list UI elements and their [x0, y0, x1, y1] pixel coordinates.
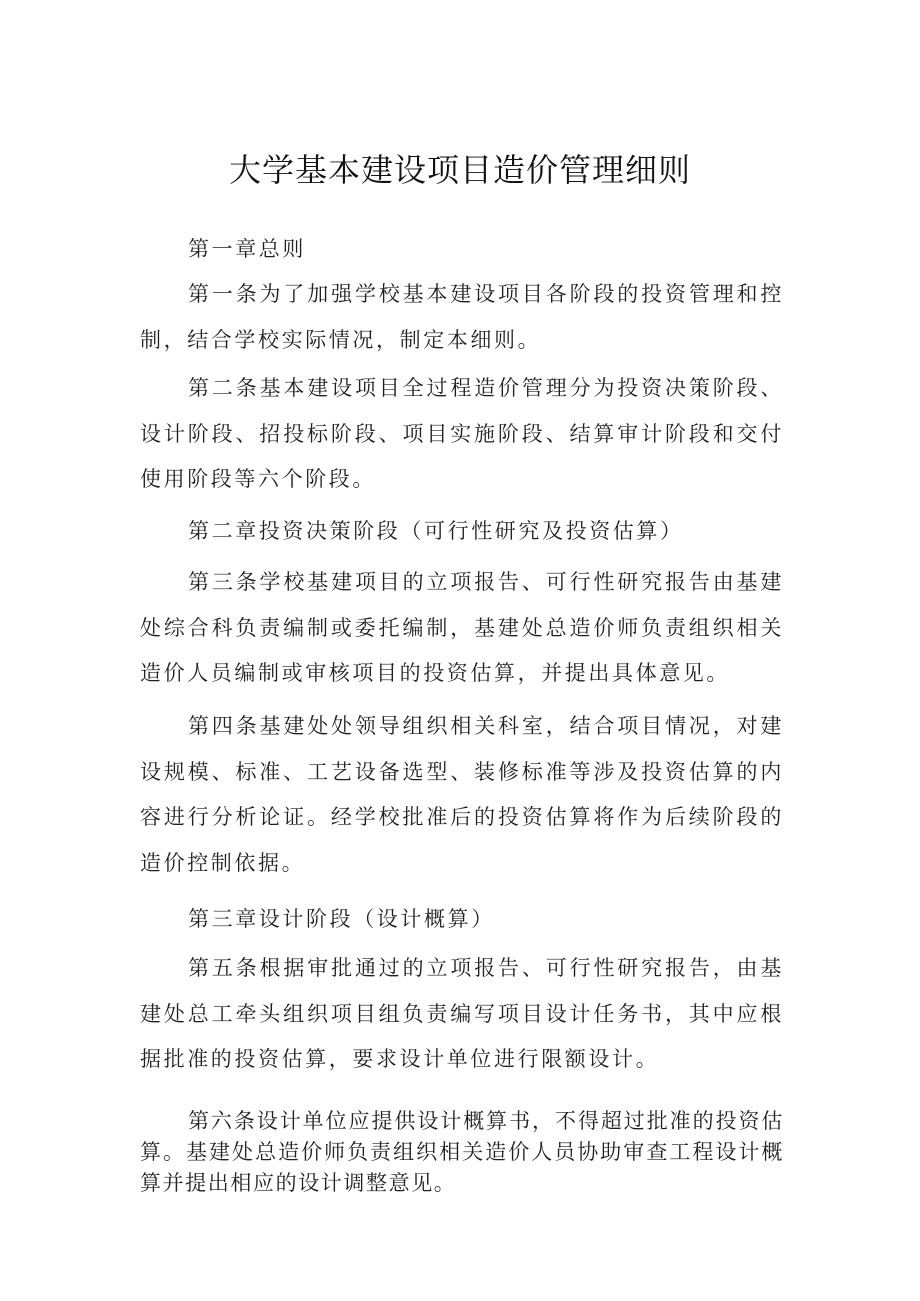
chapter-heading-1: 第一章总则: [188, 237, 306, 261]
article-paragraph-6: 第六条设计单位应提供设计概算书，不得超过批准的投资估算。基建处总造价师负责组织相关造价人员协助审查工程设计概算并提出相应的设计调整意见。: [140, 1109, 784, 1195]
article-paragraph-1: 第一条为了加强学校基本建设项目各阶段的投资管理和控制，结合学校实际情况，制定本细则。: [140, 282, 784, 352]
article-paragraph-2: 第二条基本建设项目全过程造价管理分为投资决策阶段、设计阶段、招投标阶段、项目实施阶段、结算审计阶段和交付使用阶段等六个阶段。: [140, 376, 784, 491]
article-paragraph-5: 第五条根据审批通过的立项报告、可行性研究报告，由基建处总工牵头组织项目组负责编写项目设计任务书，其中应根据批准的投资估算，要求设计单位进行限额设计。: [140, 956, 784, 1071]
article-paragraph-3: 第三条学校基建项目的立项报告、可行性研究报告由基建处综合科负责编制或委托编制，基建处总造价师负责组织相关造价人员编制或审核项目的投资估算，并提出具体意见。: [140, 570, 784, 685]
chapter-heading-3: 第三章设计阶段（设计概算）: [188, 907, 495, 931]
document-title: 大学基本建设项目造价管理细则: [228, 151, 691, 189]
article-paragraph-4: 第四条基建处处领导组织相关科室，结合项目情况，对建设规模、标准、工艺设备选型、装修标准等涉及投资估算的内容进行分析论证。经学校批准后的投资估算将作为后续阶段的造价控制依据。: [140, 714, 784, 875]
chapter-heading-2: 第二章投资决策阶段（可行性研究及投资估算）: [188, 519, 684, 543]
